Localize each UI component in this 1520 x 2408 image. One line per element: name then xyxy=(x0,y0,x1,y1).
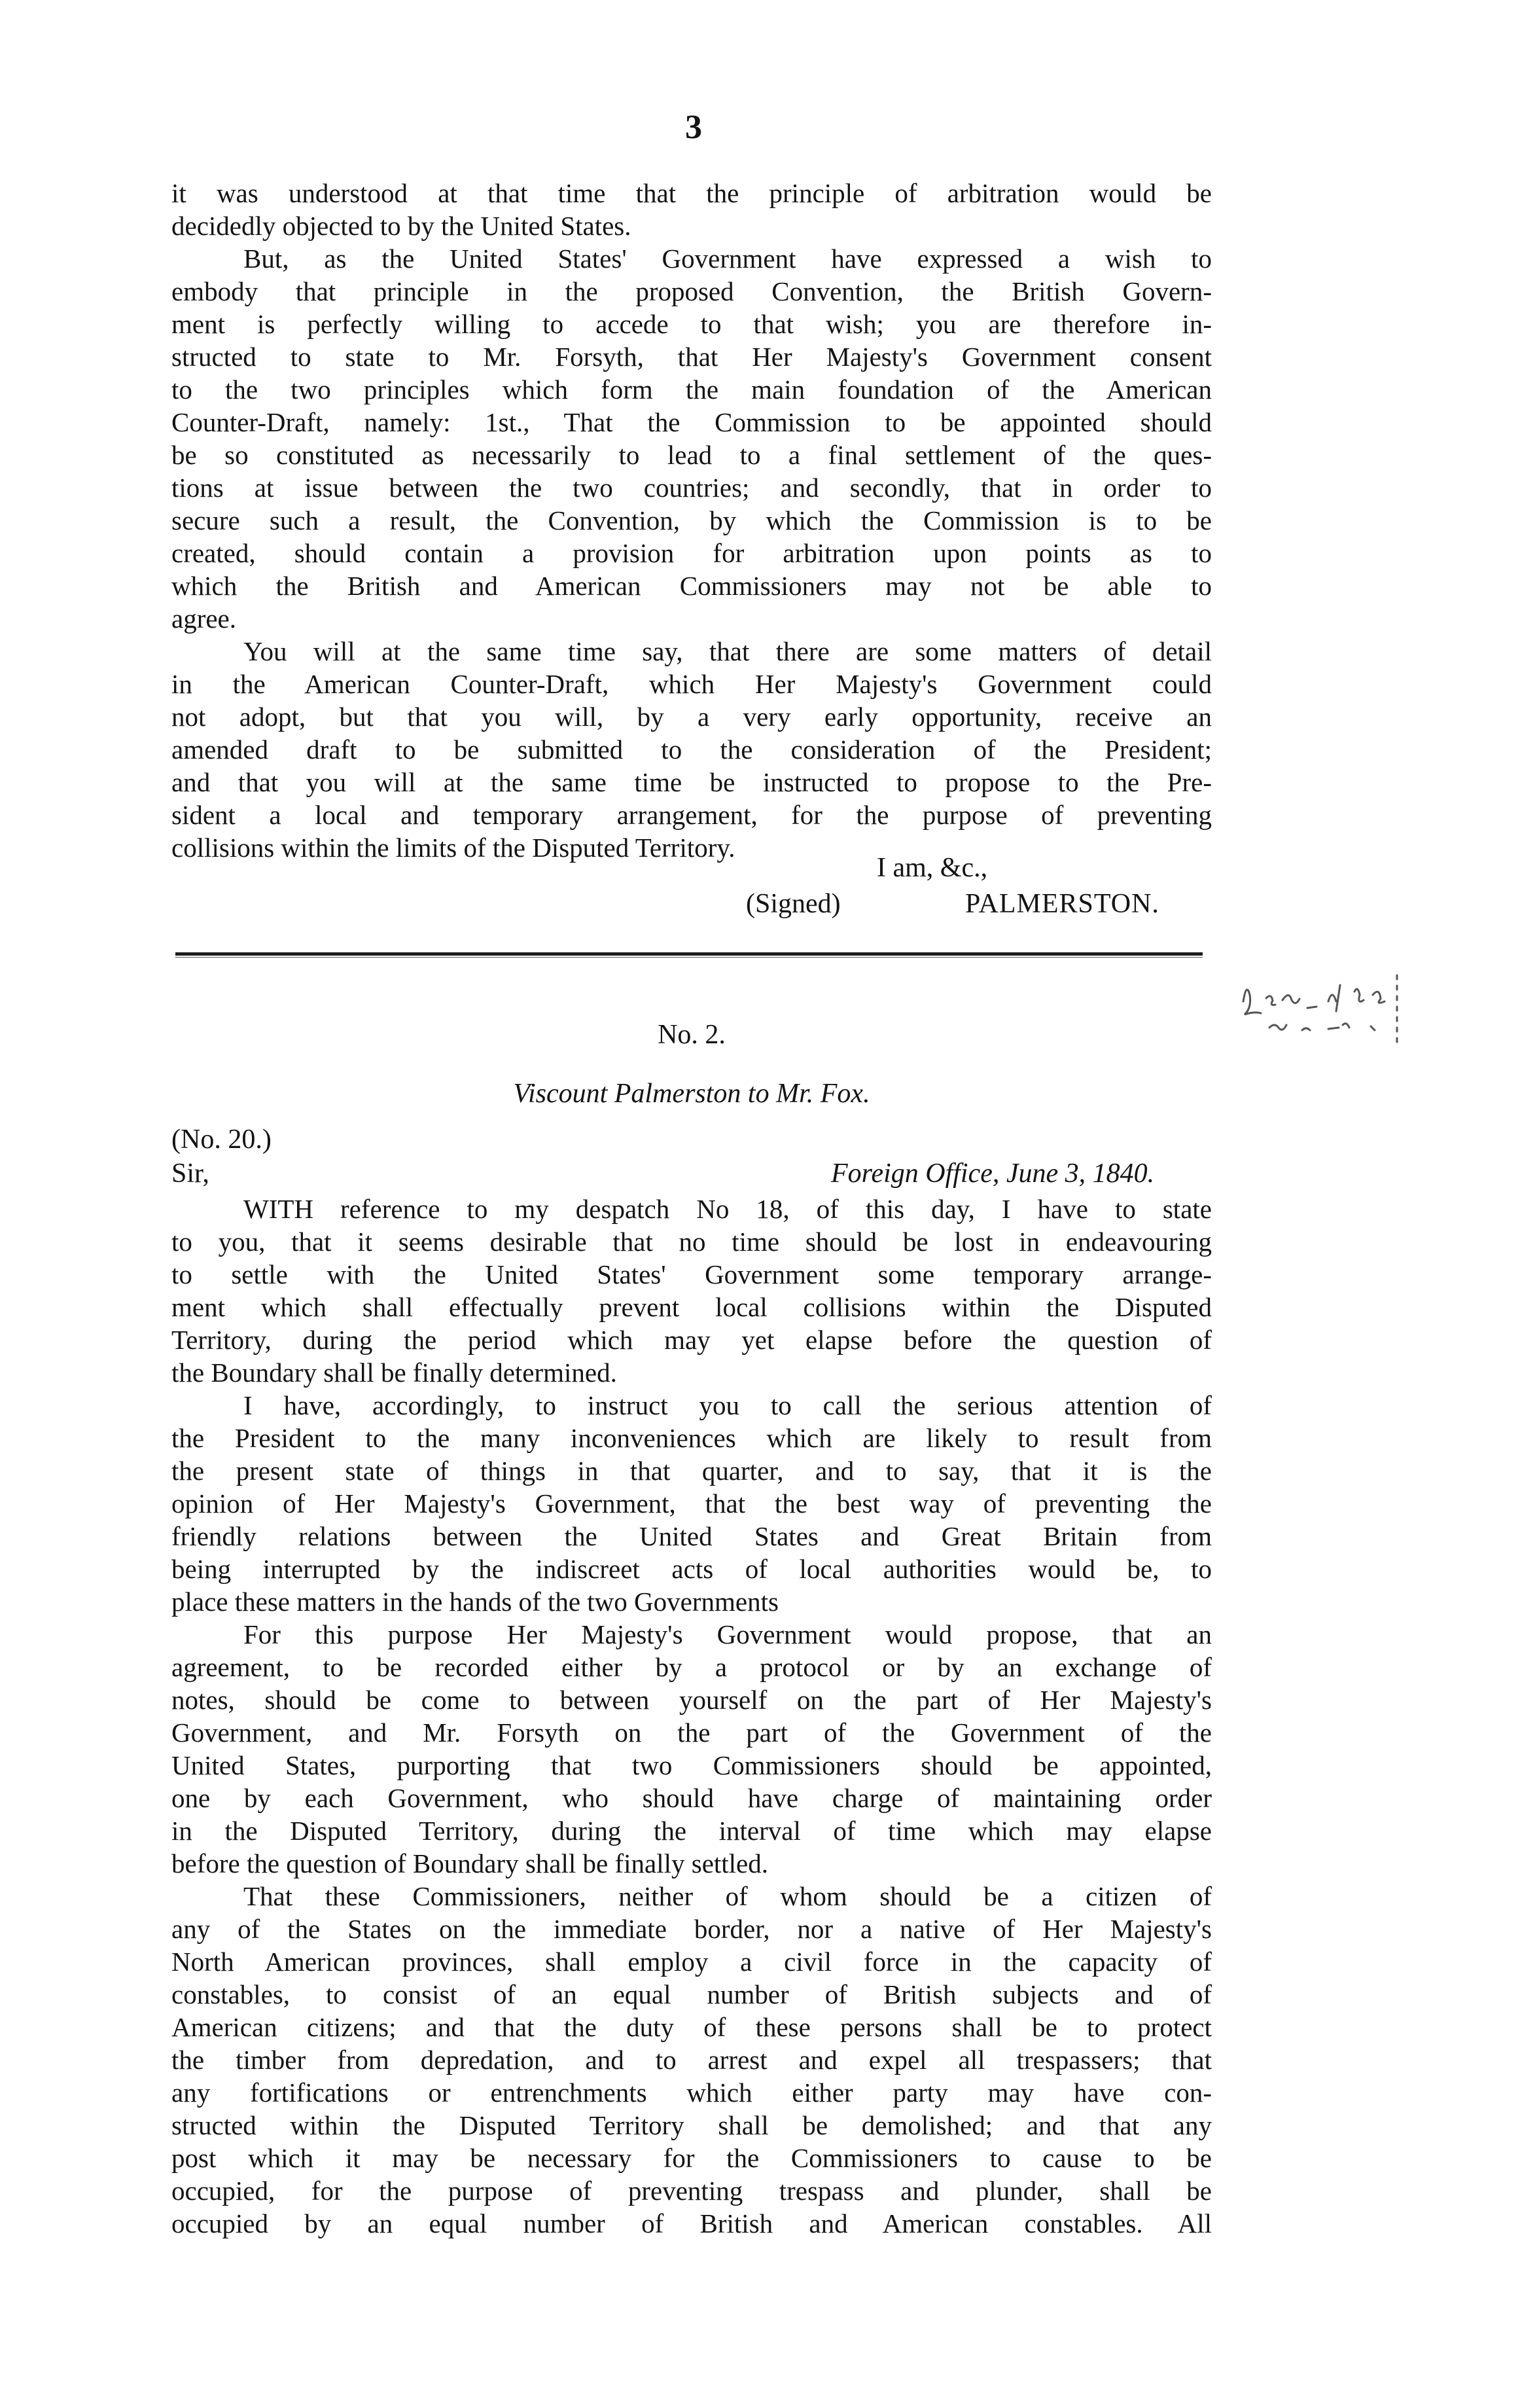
text-line: occupied by an equal number of British and American constables. All xyxy=(171,2208,1212,2238)
document-title: Viscount Palmerston to Mr. Fox. xyxy=(513,1079,870,1109)
dateline: Foreign Office, June 3, 1840. xyxy=(831,1159,1155,1189)
signed-label: (Signed) xyxy=(746,889,841,919)
text-line: the President to the many inconveniences which are likely to result from xyxy=(171,1423,1212,1453)
text-line: one by each Government, who should have charge of maintaining order xyxy=(171,1783,1212,1813)
text-line: That these Commissioners, neither of whom should be a citizen of xyxy=(243,1881,1212,1911)
text-line: decidedly objected to by the United States. xyxy=(171,211,631,241)
text-line: Territory, during the period which may yet elapse before the question of xyxy=(171,1325,1212,1355)
text-line: secure such a result, the Convention, by which the Commission is to be xyxy=(171,505,1212,535)
text-line: I have, accordingly, to instruct you to call the serious attention of xyxy=(243,1390,1212,1420)
text-line: which the British and American Commissioners may not be able to xyxy=(171,571,1212,601)
text-line: to you, that it seems desirable that no time should be lost in endeavouring xyxy=(171,1227,1212,1257)
text-line: North American provinces, shall employ a civil force in the capacity of xyxy=(171,1947,1212,1977)
text-line: the timber from depredation, and to arrest and expel all trespassers; that xyxy=(171,2045,1212,2075)
text-line: structed within the Disputed Territory shall be demolished; and that any xyxy=(171,2110,1212,2140)
text-line: created, should contain a provision for arbitration upon points as to xyxy=(171,538,1212,568)
text-line: collisions within the limits of the Disputed Territory. xyxy=(171,833,735,863)
text-line: amended draft to be submitted to the consideration of the President; xyxy=(171,734,1212,764)
text-line: But, as the United States' Government have expressed a wish to xyxy=(243,243,1212,274)
greeting: Sir, xyxy=(171,1159,209,1189)
text-line: WITH reference to my despatch No 18, of this day, I have to state xyxy=(243,1194,1212,1224)
text-line: occupied, for the purpose of preventing trespass and plunder, shall be xyxy=(171,2176,1212,2206)
text-line: agreement, to be recorded either by a protocol or by an exchange of xyxy=(171,1652,1212,1682)
text-line: notes, should be come to between yourself on the part of Her Majesty's xyxy=(171,1685,1212,1715)
text-line: it was understood at that time that the principle of arbitration would be xyxy=(171,178,1212,208)
text-line: ment is perfectly willing to accede to that wish; you are therefore in- xyxy=(171,309,1212,339)
text-line: and that you will at the same time be instructed to propose to the Pre- xyxy=(171,767,1212,797)
text-line: the Boundary shall be finally determined. xyxy=(171,1357,617,1388)
text-line: place these matters in the hands of the two Governments xyxy=(171,1587,779,1617)
signatory-name: PALMERSTON. xyxy=(965,889,1159,919)
text-line: friendly relations between the United States and Great Britain from xyxy=(171,1521,1212,1551)
closing-salutation: I am, &c., xyxy=(877,853,988,883)
text-line: being interrupted by the indiscreet acts of local authorities would be, to xyxy=(171,1554,1212,1584)
text-line: in the American Counter-Draft, which Her Majesty's Government could xyxy=(171,669,1212,699)
text-line: not adopt, but that you will, by a very early opportunity, receive an xyxy=(171,702,1212,732)
text-line: Government, and Mr. Forsyth on the part of the Government of the xyxy=(171,1717,1212,1748)
text-line: opinion of Her Majesty's Government, that the best way of preventing the xyxy=(171,1488,1212,1518)
section-divider-shadow xyxy=(175,957,1203,958)
text-line: United States, purporting that two Commissioners should be appointed, xyxy=(171,1750,1212,1780)
page-number: 3 xyxy=(685,109,702,146)
handwritten-margin-note xyxy=(1230,962,1426,1060)
text-line: For this purpose Her Majesty's Government would propose, that an xyxy=(243,1619,1212,1649)
text-line: tions at issue between the two countries; and secondly, that in order to xyxy=(171,473,1212,503)
text-line: structed to state to Mr. Forsyth, that Her Majesty's Government consent xyxy=(171,342,1212,372)
text-line: sident a local and temporary arrangement, for the purpose of preventing xyxy=(171,800,1212,830)
text-line: ment which shall effectually prevent local collisions within the Disputed xyxy=(171,1292,1212,1322)
text-line: the present state of things in that quarter, and to say, that it is the xyxy=(171,1456,1212,1486)
text-line: be so constituted as necessarily to lead to a final settlement of the ques- xyxy=(171,440,1212,470)
section-divider xyxy=(175,952,1203,956)
text-line: before the question of Boundary shall be finally settled. xyxy=(171,1848,769,1878)
text-line: American citizens; and that the duty of these persons shall be to protect xyxy=(171,2012,1212,2042)
text-line: in the Disputed Territory, during the interval of time which may elapse xyxy=(171,1816,1212,1846)
text-line: to the two principles which form the main foundation of the American xyxy=(171,374,1212,404)
text-line: post which it may be necessary for the Commissioners to cause to be xyxy=(171,2143,1212,2173)
text-line: constables, to consist of an equal number of British subjects and of xyxy=(171,1979,1212,2009)
despatch-reference: (No. 20.) xyxy=(171,1124,272,1155)
text-line: You will at the same time say, that there are some matters of detail xyxy=(243,636,1212,666)
text-line: any of the States on the immediate border, nor a native of Her Majesty's xyxy=(171,1914,1212,1944)
document-number: No. 2. xyxy=(658,1020,726,1050)
text-line: Counter-Draft, namely: 1st., That the Commission to be appointed should xyxy=(171,407,1212,437)
text-line: to settle with the United States' Government some temporary arrange- xyxy=(171,1259,1212,1289)
text-line: embody that principle in the proposed Convention, the British Govern- xyxy=(171,276,1212,306)
text-line: any fortifications or entrenchments which either party may have con- xyxy=(171,2077,1212,2108)
text-line: agree. xyxy=(171,603,236,634)
